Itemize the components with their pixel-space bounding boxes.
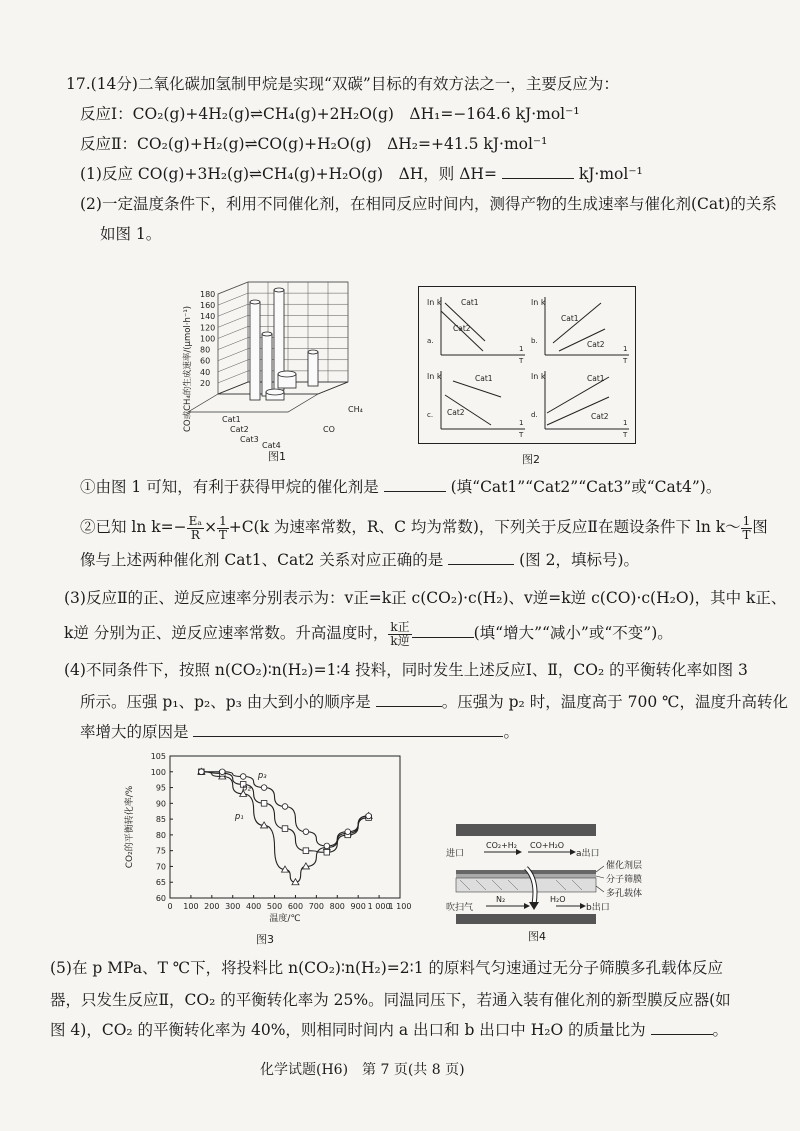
q2b-frac3-num: 1 [742, 513, 751, 528]
fig3-xtick-label: 500 [266, 902, 283, 911]
fig2-label-cat1: Cat1 [461, 298, 479, 307]
fig1-ytick: 140 [200, 312, 216, 322]
fig1-gridline [218, 315, 248, 327]
q2a-hint: (填“Cat1”“Cat2”“Cat3”或“Cat4”)。 [450, 478, 722, 496]
fig3-caption: 图3 [256, 933, 274, 946]
fig2-xlabel-num: 1 [623, 345, 628, 353]
fig3-ytick-label: 100 [150, 767, 166, 777]
reaction-2: 反应Ⅱ：CO₂(g)+H₂(g)⇌CO(g)+H₂O(g) ΔH₂=+41.5 kJ·mol⁻¹ [80, 135, 548, 153]
q5-line3-end: 。 [712, 1021, 729, 1039]
fig3-xtick-label: 600 [287, 902, 304, 911]
q3-frac-den: k逆 [390, 633, 410, 648]
fig2-label-cat1: Cat1 [475, 374, 493, 383]
fig1-gridline [218, 326, 248, 338]
fig2-xlabel-den: T [623, 431, 628, 439]
fig4-sweep-gas: N₂ [496, 895, 506, 904]
fig3-xtick-label: 0 [167, 902, 173, 911]
fig2-xlabel-den: T [623, 357, 628, 365]
fig2-panel [531, 371, 629, 439]
fig3-point-p2 [282, 826, 288, 832]
fig3-ytick-label: 95 [155, 783, 166, 793]
q2b-frac-1-t-2 [741, 515, 753, 542]
fig2-xlabel-num: 1 [519, 419, 524, 427]
fig1-ylabel: CO或CH₄的生成速率/(μmol·h⁻¹) [183, 305, 193, 432]
figure-1 [178, 262, 388, 472]
q3-frac-num: k正 [390, 619, 410, 634]
fig3-series-label: p₃ [257, 771, 267, 782]
fig1-co-label: CO [323, 425, 335, 434]
fig2-ylabel: ln k [427, 298, 442, 307]
fig4-top-wall [456, 824, 596, 836]
fig2-label-cat1: Cat1 [561, 314, 579, 323]
q2b-frac2-num: 1 [219, 513, 227, 528]
fig1-gridline [218, 360, 248, 372]
fig2-panel [531, 297, 629, 365]
fig2-xlabel-num: 1 [519, 345, 524, 353]
question-4-line2 [80, 692, 788, 712]
q2b-answer-blank[interactable] [448, 550, 514, 565]
fig1-ytick: 100 [200, 334, 216, 344]
q4-line3-text: 率增大的原因是 [80, 723, 189, 741]
fig2-line-cat1 [445, 303, 485, 341]
fig2-caption: 图2 [522, 453, 540, 466]
q2b-line2-text: 像与上述两种催化剂 Cat1、Cat2 关系对应正确的是 [80, 551, 444, 569]
fig3-xtick-label: 100 [183, 902, 199, 911]
fig3-point-p3 [240, 774, 246, 780]
fig4-caption: 图4 [528, 930, 546, 943]
fig3-point-p3 [366, 813, 372, 819]
q2b-line2-hint: (图 2，填标号)。 [519, 551, 640, 569]
fig1-gridline [218, 304, 248, 316]
fig4-porous-support [456, 878, 596, 892]
bar-cat2-ch4 [262, 334, 272, 396]
question-2b-line2 [80, 550, 639, 570]
fig2-xlabel-num: 1 [623, 419, 628, 427]
fig2-panel-tag: b. [531, 337, 538, 345]
fig3-ytick-label: 65 [155, 878, 166, 888]
fig2-label-cat2: Cat2 [587, 340, 605, 349]
question-3-line2 [64, 616, 673, 650]
fig4-layer-catalyst: 催化剂层 [606, 861, 643, 871]
q4-answer-blank-2[interactable] [193, 722, 503, 737]
fig3-point-p3 [324, 843, 330, 849]
question-2a [80, 477, 721, 497]
q2b-end: 图 [752, 518, 768, 536]
fig1-ch4-label: CH₄ [348, 405, 363, 414]
fig3-xtick-label: 1 000 [367, 902, 391, 911]
fig3-ytick-label: 70 [155, 862, 166, 872]
question-4-line3 [80, 722, 519, 742]
fig4-outlet-a: a出口 [576, 849, 600, 859]
fig1-cat4: Cat4 [262, 441, 281, 450]
fig3-xtick-label: 700 [308, 902, 325, 911]
fig4-inlet: 进口 [446, 849, 465, 859]
fig3-point-p3 [219, 769, 225, 775]
question-5-line2: 器，只发生反应Ⅱ，CO₂ 的平衡转化率为 25%。同温同压下，若通入装有催化剂的新型膜反应器(如 [50, 991, 731, 1009]
q2b-frac3-den: T [742, 527, 751, 542]
fig1-gridline [218, 338, 248, 350]
fig1-ytick: 40 [200, 367, 211, 377]
fig3-point-p3 [282, 804, 288, 810]
fig2-panel [427, 297, 525, 365]
fig3-point-p3 [199, 769, 205, 775]
q5-line3-text: 图 4)，CO₂ 的平衡转化率为 40%，则相同时间内 a 出口和 b 出口中 H₂O 的质量比为 [50, 1021, 646, 1039]
fig1-cat1: Cat1 [222, 415, 241, 424]
q2b-frac2-den: T [218, 527, 227, 542]
fig3-ytick-label: 90 [155, 799, 166, 809]
figure-2 [418, 286, 636, 444]
fig1-gridline [218, 282, 248, 294]
question-2-line1: (2)一定温度条件下，利用不同催化剂，在相同反应时间内，测得产物的生成速率与催化剂(Cat)的关系 [80, 195, 777, 213]
fig3-point-p2 [303, 848, 309, 854]
fig4-bottom-wall [456, 914, 596, 924]
fig4-outlet-b: b出口 [586, 903, 610, 913]
fig4-permeate: H₂O [550, 895, 566, 904]
q2b-times: × [204, 518, 218, 536]
fig2-ylabel: ln k [531, 298, 546, 307]
q3-text: k逆 分别为正、逆反应速率常数。升高温度时， [64, 624, 389, 642]
fig4-sweep: 吹扫气 [446, 903, 474, 913]
fig4-sieve-membrane [456, 874, 596, 878]
q2a-text: ①由图 1 可知，有利于获得甲烷的催化剂是 [80, 478, 379, 496]
fig1-ytick: 20 [200, 378, 211, 388]
fig3-xtick-label: 900 [350, 902, 366, 911]
q2b-frac-ea-r [187, 515, 204, 542]
q3-answer-blank[interactable] [412, 623, 474, 638]
fig3-xtick-label: 300 [225, 902, 241, 911]
q2b-post: +C(k 为速率常数，R、C 均为常数)，下列关于反应Ⅱ在题设条件下 ln k～ [228, 518, 741, 536]
fig1-gridline [218, 349, 248, 361]
fig3-point-p3 [261, 785, 267, 791]
fig3-point-p3 [303, 829, 309, 835]
fig1-ytick: 160 [200, 301, 216, 311]
fig3-series-1-line [201, 772, 368, 852]
fig3-series-label: p₁ [234, 812, 244, 823]
fig3-series-label: p₂ [242, 783, 251, 794]
fig2-label-cat2: Cat2 [453, 324, 471, 333]
fig2-ylabel: ln k [427, 372, 442, 381]
fig3-xlabel: 温度/℃ [269, 914, 301, 924]
fig1-gridline [218, 293, 248, 305]
question-3-line1: (3)反应Ⅱ的正、逆反应速率分别表示为：v正=k正 c(CO₂)·c(H₂)、v逆=k逆 c(CO)·c(H₂O)，其中 k正、 [64, 589, 787, 607]
fig1-cat3: Cat3 [240, 435, 259, 444]
fig2-xlabel-den: T [519, 431, 524, 439]
fig2-label-cat1: Cat1 [587, 374, 605, 383]
question-4-line1: (4)不同条件下，按照 n(CO₂)∶n(H₂)=1∶4 投料，同时发生上述反应Ⅰ、Ⅱ，CO₂ 的平衡转化率如图 3 [64, 661, 748, 679]
fig2-panel-tag: c. [427, 411, 434, 419]
figure-4 [446, 818, 676, 928]
q3-frac [388, 621, 411, 648]
q2b-frac-1-t [217, 515, 229, 542]
fig1-ytick: 180 [200, 290, 216, 299]
fig3-point-p3 [345, 829, 351, 835]
fig3-ytick-label: 85 [155, 815, 166, 825]
fig3-xtick-label: 200 [204, 902, 220, 911]
fig1-ytick: 60 [200, 356, 211, 366]
q2b-frac-den: R [190, 527, 200, 542]
fig2-panel-tag: a. [427, 337, 434, 345]
q4-line2-text: 所示。压强 p₁、p₂、p₃ 由大到小的顺序是 [80, 693, 371, 711]
fig4-feed: CO₂+H₂ [486, 841, 518, 850]
fig3-ytick-label: 75 [155, 846, 166, 856]
q5-answer-blank[interactable] [651, 1020, 713, 1035]
fig2-ylabel: ln k [531, 372, 546, 381]
fig2-label-cat2: Cat2 [447, 408, 465, 417]
fig2-panel-tag: d. [531, 411, 538, 419]
q1-answer-blank[interactable] [502, 164, 574, 179]
fig2-panels [419, 287, 635, 443]
reaction-1: 反应Ⅰ：CO₂(g)+4H₂(g)⇌CH₄(g)+2H₂O(g) ΔH₁=−164.6 kJ·mol⁻¹ [80, 105, 580, 123]
fig3-xtick-label: 800 [329, 902, 345, 911]
bar-cat1-ch4 [250, 302, 260, 400]
q2b-frac-num: Eₐ [188, 513, 203, 528]
fig1-ytick: 80 [200, 345, 211, 355]
fig1-cat2: Cat2 [230, 425, 249, 434]
q1-unit: kJ·mol⁻¹ [578, 165, 643, 183]
fig4-layer-sieve: 分子筛膜 [606, 875, 643, 885]
fig3-ytick-label: 80 [155, 830, 166, 840]
fig4-layer-support: 多孔载体 [606, 889, 643, 899]
fig1-caption: 图1 [268, 450, 286, 463]
fig3-point-p2 [261, 801, 267, 807]
question-5-line1: (5)在 p MPa、T ℃下，将投料比 n(CO₂)∶n(H₂)=2∶1 的原料气匀速通过无分子筛膜多孔载体反应 [50, 959, 723, 977]
question-5-line3 [50, 1020, 728, 1040]
fig3-point-p2 [324, 849, 330, 855]
question-2b-line1 [80, 510, 768, 544]
fig2-line-cat1 [453, 381, 501, 397]
question-header: 17.(14分)二氧化碳加氢制甲烷是实现“双碳”目标的有效方法之一，主要反应为： [66, 75, 619, 93]
fig3-ylabel: CO₂的平衡转化率/% [125, 785, 135, 869]
fig1-gridline [218, 371, 248, 383]
q4-line2-post: 。压强为 p₂ 时，温度高于 700 ℃，温度升高转化 [441, 693, 788, 711]
question-2-line2: 如图 1。 [100, 225, 162, 243]
fig3-ytick-label: 60 [155, 894, 166, 903]
fig4-product: CO+H₂O [530, 841, 565, 850]
fig1-ytick: 120 [200, 323, 216, 333]
fig3-xtick-label: 1 100 [388, 902, 412, 911]
q1-text: (1)反应 CO(g)+3H₂(g)⇌CH₄(g)+H₂O(g) ΔH，则 ΔH= [80, 165, 497, 183]
q4-answer-blank-1[interactable] [376, 692, 442, 707]
fig2-line-cat1 [553, 303, 601, 343]
fig2-panel [427, 371, 525, 439]
question-1 [80, 164, 643, 184]
q2b-pre: ②已知 ln k=− [80, 518, 187, 536]
q2a-answer-blank[interactable] [384, 477, 446, 492]
fig3-ytick-label: 105 [150, 752, 166, 761]
bar-cat4-ch4 [308, 352, 318, 386]
q3-hint: (填“增大”“减小”或“不变”)。 [473, 624, 673, 642]
page-footer: 化学试题(H6) 第 7 页(共 8 页) [260, 1062, 465, 1078]
fig2-label-cat2: Cat2 [591, 412, 609, 421]
fig3-xtick-label: 400 [245, 902, 262, 911]
fig2-xlabel-den: T [519, 357, 524, 365]
q4-line3-end: 。 [503, 723, 519, 741]
figure-3-chart [114, 748, 414, 924]
